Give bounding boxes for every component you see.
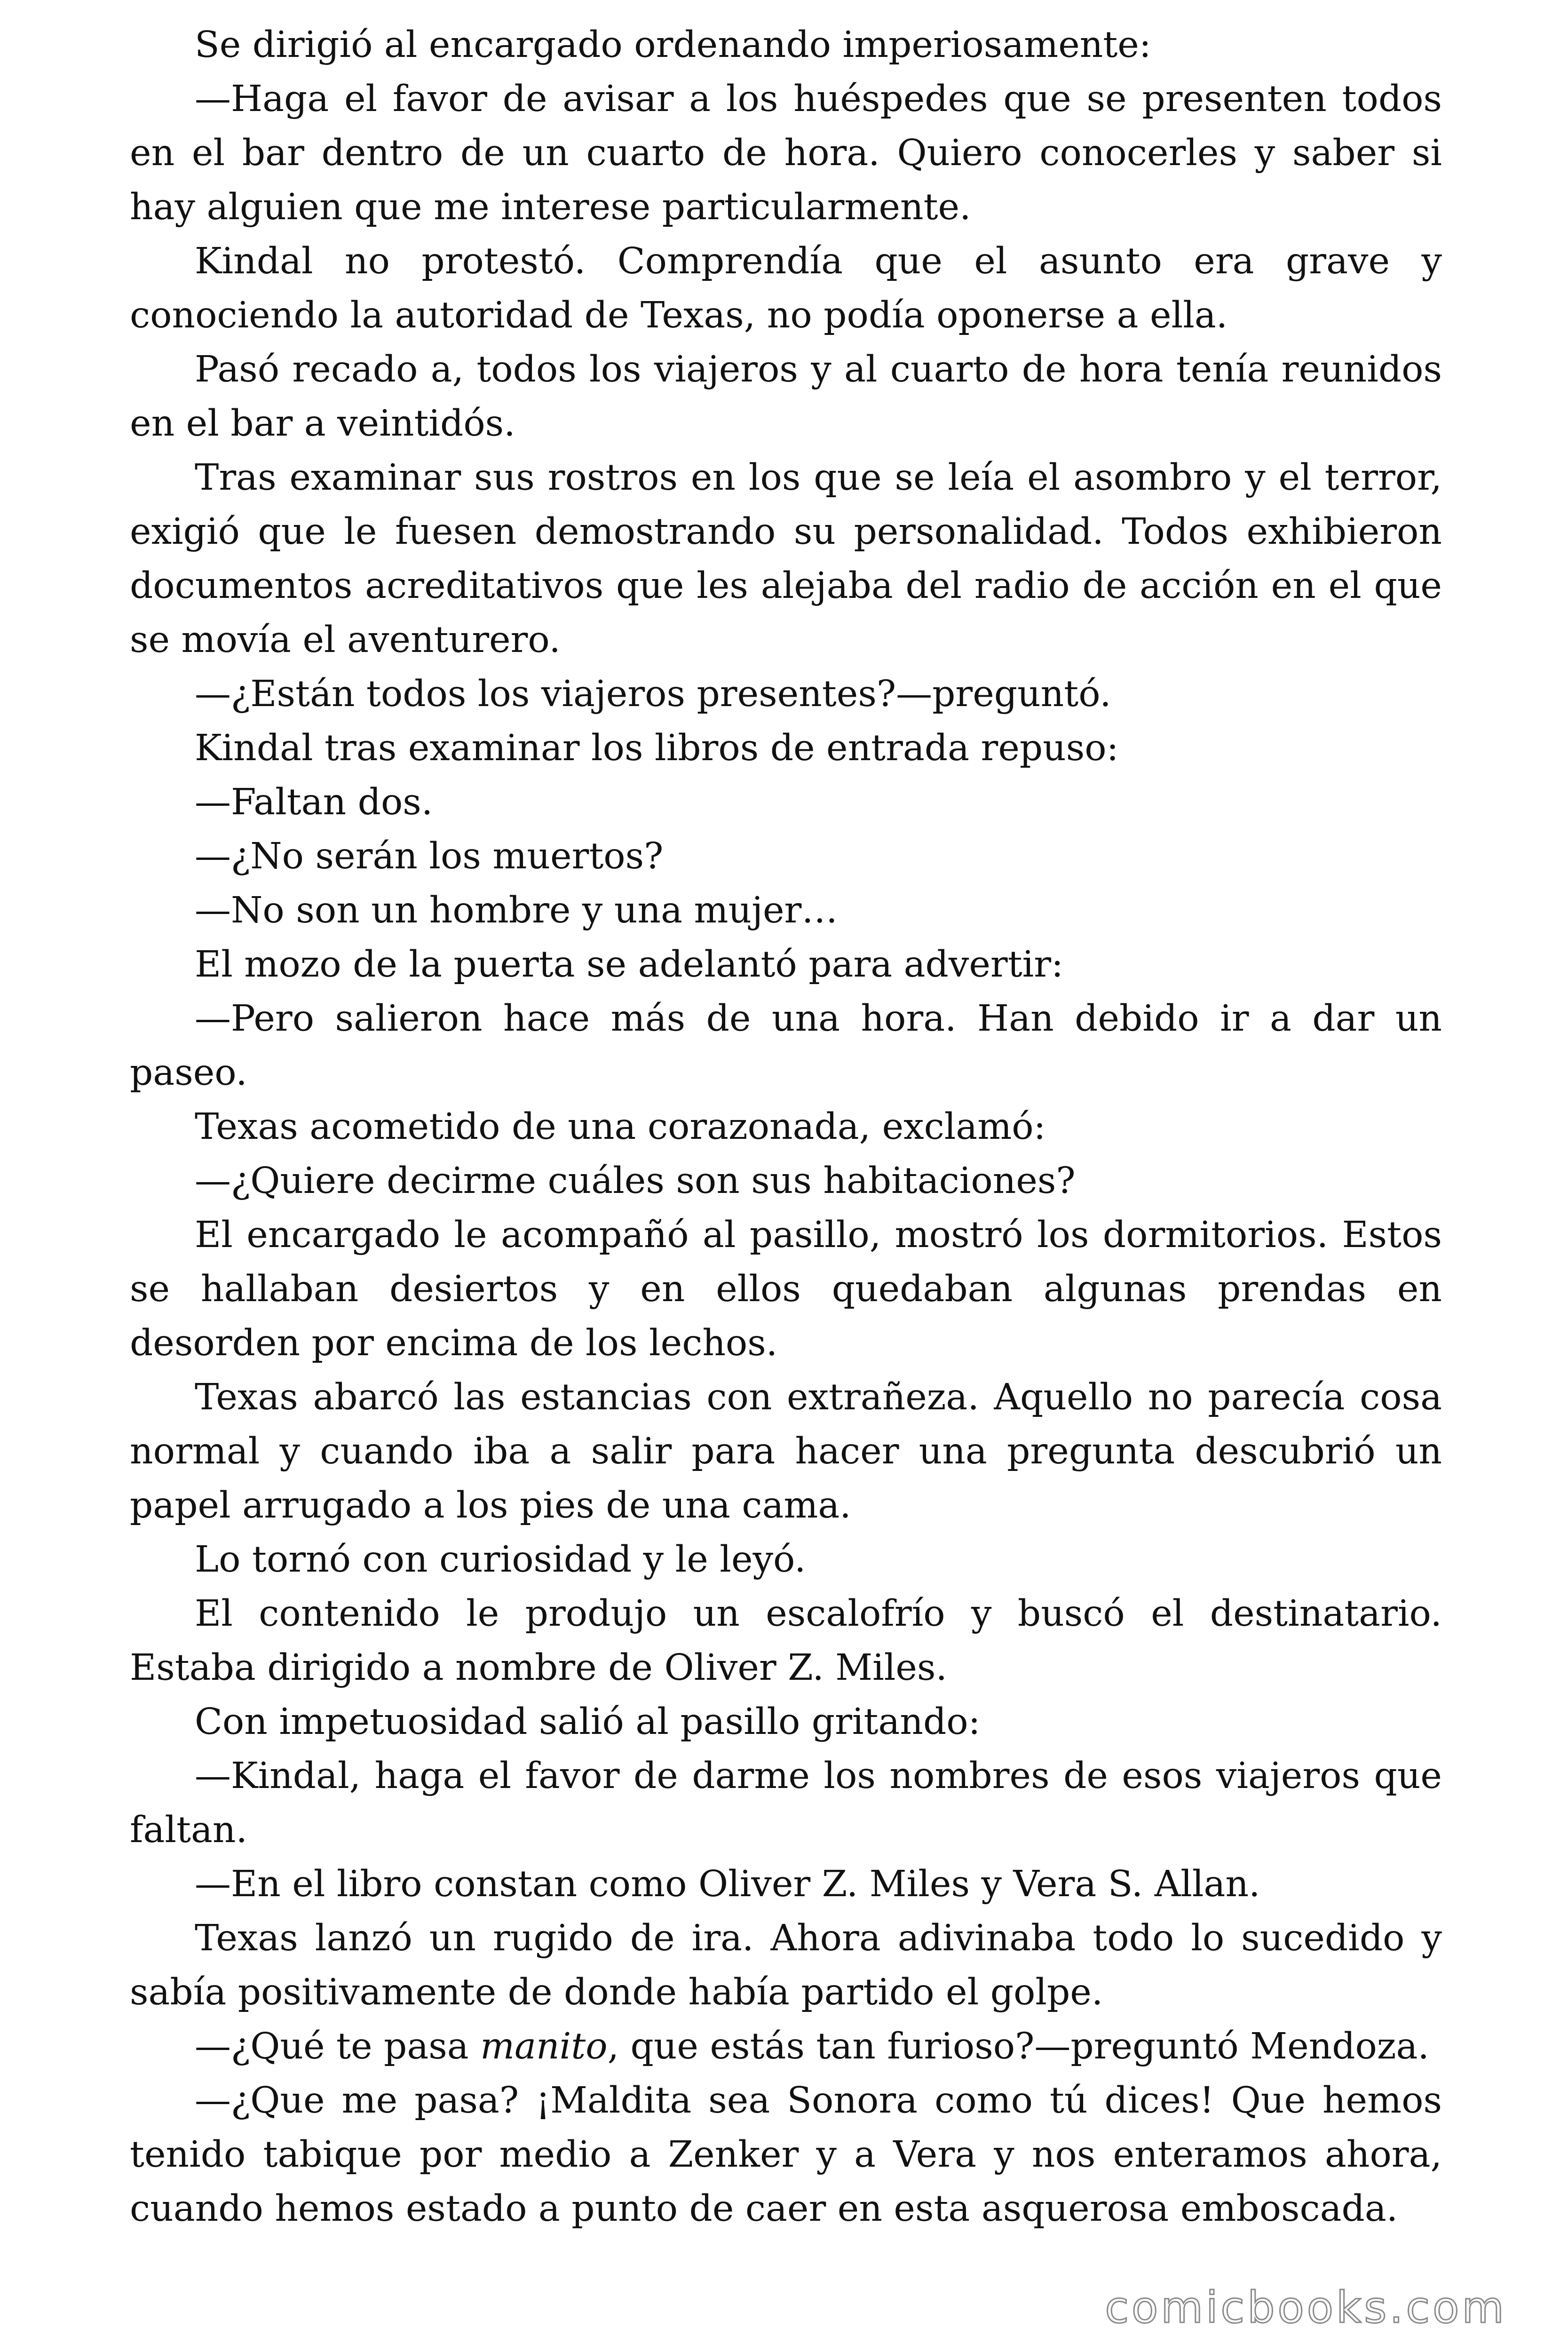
- paragraph: —¿No serán los muertos?: [195, 835, 664, 877]
- paragraph: Lo tornó con curiosidad y le leyó.: [195, 1539, 806, 1581]
- paragraph: —No son un hombre y una mujer…: [195, 890, 838, 931]
- italic-word: manito: [480, 2026, 608, 2067]
- paragraph: El mozo de la puerta se adelantó para advertir:: [195, 944, 1064, 985]
- paragraph: Pasó recado a, todos los viajeros y al cuarto de hora tenía reunidos en el bar a veintidós.: [130, 349, 1442, 445]
- paragraph: Texas acometido de una corazonada, exclamó:: [195, 1106, 1046, 1148]
- paragraph: El contenido le produjo un escalofrío y buscó el destinatario. Estaba dirigido a nombre de Oliver Z. Miles.: [130, 1593, 1442, 1689]
- watermark-logo: comicbooks.com: [1105, 2282, 1507, 2333]
- paragraph: —Pero salieron hace más de una hora. Han debido ir a dar un paseo.: [130, 998, 1442, 1094]
- paragraph: —Haga el favor de avisar a los huéspedes que se presenten todos en el bar dentro de un cuarto de hora. Quiero conocerles y saber si hay alguien que me interese particularmente.: [130, 78, 1442, 228]
- paragraph: —¿Que me pasa? ¡Maldita sea Sonora como tú dices! Que hemos tenido tabique por medio a Zenker y a Vera y nos enteramos ahora, cuando hemos estado a punto de caer en esta asquerosa emboscada.: [130, 2080, 1442, 2230]
- paragraph: —Kindal, haga el favor de darme los nombres de esos viajeros que faltan.: [130, 1755, 1442, 1851]
- dialogue-text: —¿Qué te pasa: [195, 2026, 481, 2067]
- paragraph: Kindal tras examinar los libros de entrada repuso:: [195, 727, 1119, 769]
- paragraph: Kindal no protestó. Comprendía que el asunto era grave y conociendo la autoridad de Texas, no podía oponerse a ella.: [130, 240, 1442, 336]
- dialogue-text: , que estás tan furioso?—preguntó Mendoza.: [607, 2026, 1429, 2067]
- paragraph: Con impetuosidad salió al pasillo gritando:: [195, 1701, 981, 1743]
- paragraph: —¿Están todos los viajeros presentes?—preguntó.: [195, 673, 1111, 715]
- book-page-text: [130, 18, 1442, 2236]
- paragraph: —En el libro constan como Oliver Z. Miles y Vera S. Allan.: [195, 1863, 1260, 1905]
- paragraph: Texas abarcó las estancias con extrañeza. Aquello no parecía cosa normal y cuando iba a salir para hacer una pregunta descubrió un papel arrugado a los pies de una cama.: [130, 1376, 1442, 1526]
- paragraph: Se dirigió al encargado ordenando imperiosamente:: [195, 24, 1151, 66]
- paragraph: Tras examinar sus rostros en los que se leía el asombro y el terror, exigió que le fuesen demostrando su personalidad. Todos exhibieron documentos acreditativos que les alejaba del radio de acción en el que se movía el aventurero.: [130, 457, 1442, 661]
- paragraph: —¿Quiere decirme cuáles son sus habitaciones?: [195, 1160, 1076, 1202]
- paragraph: El encargado le acompañó al pasillo, mostró los dormitorios. Estos se hallaban desiertos y en ellos quedaban algunas prendas en desorden por encima de los lechos.: [130, 1214, 1442, 1364]
- paragraph: —Faltan dos.: [195, 781, 433, 823]
- paragraph: Texas lanzó un rugido de ira. Ahora adivinaba todo lo sucedido y sabía positivamente de donde había partido el golpe.: [130, 1917, 1442, 2013]
- paragraph-mendoza-question: [130, 2019, 1442, 2074]
